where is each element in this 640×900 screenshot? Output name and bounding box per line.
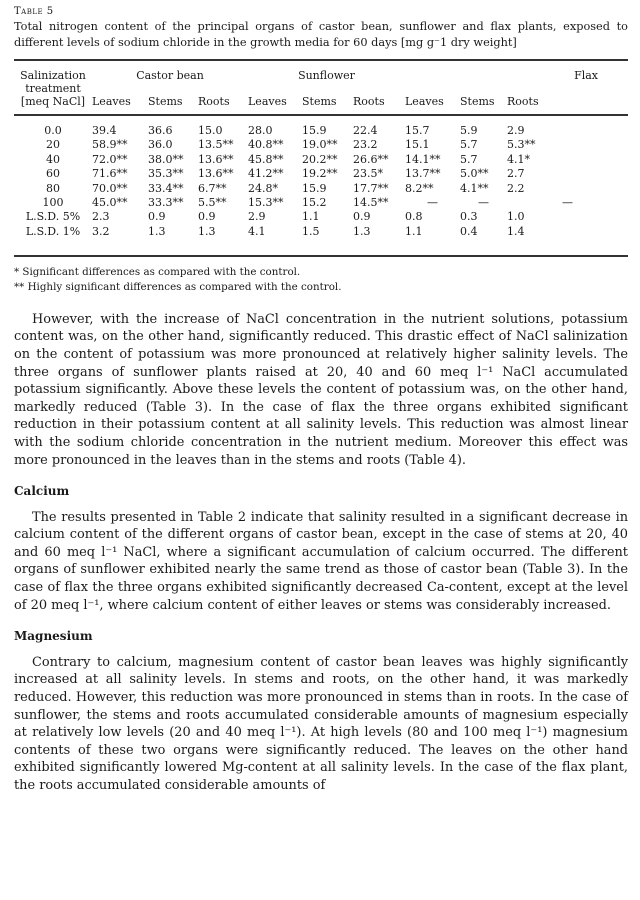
value-cell: 5.7: [460, 152, 478, 166]
value-cell: 5.5**: [198, 196, 227, 210]
group-castor-bean: Castor bean: [136, 69, 204, 82]
value-cell: 1.0: [507, 210, 525, 224]
value-cell: 33.4**: [148, 181, 184, 195]
value-cell: 45.0**: [92, 196, 128, 210]
value-cell: 3.2: [92, 224, 110, 238]
column-header: Roots: [353, 95, 385, 108]
treatment-cell: 0.0: [44, 124, 62, 137]
value-cell: 23.5*: [353, 167, 383, 181]
table-bottom-rule: [14, 255, 628, 257]
value-cell: 1.4: [507, 224, 525, 238]
value-cell: 1.3: [353, 224, 371, 238]
column-header: Roots: [507, 95, 539, 108]
value-cell: 2.2: [507, 181, 525, 195]
value-cell: 45.8**: [248, 152, 284, 166]
value-cell: 0.9: [198, 210, 216, 224]
value-cell: 71.6**: [92, 167, 128, 181]
column-header: Leaves: [92, 95, 131, 108]
value-cell: 22.4: [353, 124, 378, 137]
value-cell: 2.7: [507, 167, 525, 181]
treatment-cell: L.S.D. 1%: [25, 224, 81, 238]
treatment-header-line: treatment: [25, 82, 81, 95]
value-cell: 35.3**: [148, 167, 184, 181]
value-cell: 2.9: [248, 210, 266, 224]
value-cell: 24.8*: [248, 181, 278, 195]
column-header: Stems: [302, 95, 337, 108]
value-cell: 33.3**: [148, 196, 184, 210]
value-cell: 19.2**: [302, 167, 338, 181]
treatment-header-line: Salinization: [20, 69, 86, 82]
paragraph-magnesium: Contrary to calcium, magnesium content of castor bean leaves was highly significantly increased at all salinity levels. In stems and roots, on the other hand, it was markedly reduced. However, this reduction was more pronounced in stems than in roots. In the case of sunflower, the stems and roots accumulated considerable amounts of magnesium especially at relatively low levels (20 and 40 meq l⁻¹). At high levels (80 and 100 meq l⁻¹) magnesium contents of these two organs were significantly reduced. The leaves on the other hand exhibited significantly lowered Mg-content at all salinity levels. In the case of the flax plant, the roots accumulated considerable amounts of: [14, 654, 628, 793]
table-row: [14, 167, 628, 181]
value-cell: 26.6**: [353, 152, 389, 166]
value-cell: 58.9**: [92, 138, 128, 152]
table-row: [14, 124, 628, 138]
value-cell: 13.6**: [198, 152, 234, 166]
value-cell: 39.4: [92, 124, 117, 137]
value-cell: 2.9: [507, 124, 525, 137]
value-cell: 15.7: [405, 124, 430, 137]
value-cell: 23.2: [353, 138, 378, 152]
value-cell: 0.9: [148, 210, 166, 224]
value-cell: 17.7**: [353, 181, 389, 195]
table-row: [14, 225, 628, 239]
value-cell: 15.9: [302, 181, 327, 195]
value-cell: 1.1: [405, 224, 423, 238]
footnote: * Significant differences as compared with the control.: [14, 265, 301, 278]
value-cell: 38.0**: [148, 152, 184, 166]
table-label: Table 5: [14, 6, 54, 17]
column-header: Leaves: [248, 95, 287, 108]
table-row: [14, 182, 628, 196]
body-text: [14, 311, 628, 795]
value-cell: 19.0**: [302, 138, 338, 152]
footnote: ** Highly significant differences as compared with the control.: [14, 280, 342, 293]
value-cell: 0.8: [405, 210, 423, 224]
value-cell: 1.5: [302, 224, 320, 238]
value-cell: 4.1: [248, 224, 266, 238]
table-row: [14, 138, 628, 152]
value-cell: 14.1**: [405, 152, 441, 166]
value-cell: 15.0: [198, 124, 223, 137]
value-cell: 14.5**: [353, 196, 389, 210]
value-cell: 0.4: [460, 224, 478, 238]
value-cell: 28.0: [248, 124, 273, 137]
treatment-cell: 40: [46, 152, 60, 166]
value-cell: 5.3**: [507, 138, 536, 152]
nitrogen-table: [14, 61, 628, 114]
value-cell: 8.2**: [405, 181, 434, 195]
paragraph-potassium: However, with the increase of NaCl concentration in the nutrient solutions, potassium content was, on the other hand, significantly reduced. This drastic effect of NaCl salinization on the content of potassium was more pronounced at relatively higher salinity levels. The three organs of sunflower plants raised at 20, 40 and 60 meq l⁻¹ NaCl accumulated potassium significantly. Above these levels the content of potassium was, on the other hand, markedly reduced (Table 3). In the case of flax the three organs exhibited significant reduction in their potassium content at all salinity levels. This reduction was almost linear with the sodium chloride concentration in the nutrient medium. Moreover this effect was more pronounced in the leaves than in the stems and roots (Table 4).: [14, 311, 628, 468]
value-cell: 4.1*: [507, 152, 530, 166]
table-header-rule: [14, 114, 628, 116]
value-cell: 36.6: [148, 124, 173, 137]
table-footnotes: [14, 265, 628, 295]
value-cell: 13.7**: [405, 167, 441, 181]
column-header: Leaves: [405, 95, 444, 108]
value-cell: 6.7**: [198, 181, 227, 195]
value-cell: —: [427, 196, 438, 210]
value-cell: 72.0**: [92, 152, 128, 166]
treatment-cell: L.S.D. 5%: [25, 210, 81, 224]
value-cell: 15.2: [302, 196, 327, 210]
value-cell: 15.3**: [248, 196, 284, 210]
nitrogen-table-body: [14, 124, 628, 239]
paragraph-calcium: The results presented in Table 2 indicate that salinity resulted in a significant decrease in calcium content of the different organs of castor bean, except in the case of stems at 20, 40 and 60 meq l⁻¹ NaCl, where a significant accumulation of calcium occurred. The different organs of sunflower exhibited nearly the same trend as those of castor bean (Table 3). In the case of flax the three organs exhibited significantly decreased Ca-content, except at the level of 20 meq l⁻¹, where calcium content of either leaves or stems was considerably increased.: [14, 509, 628, 613]
group-flax: Flax: [574, 69, 598, 82]
value-cell: 1.1: [302, 210, 320, 224]
value-cell: 15.1: [405, 138, 430, 152]
value-cell: 13.6**: [198, 167, 234, 181]
group-sunflower: Sunflower: [298, 69, 355, 82]
table-row: [14, 153, 628, 167]
value-cell: 4.1**: [460, 181, 489, 195]
value-cell: 41.2**: [248, 167, 284, 181]
treatment-cell: 100: [42, 196, 64, 210]
treatment-cell: 20: [46, 138, 60, 152]
value-cell: 5.0**: [460, 167, 489, 181]
value-cell: 5.7: [460, 138, 478, 152]
treatment-cell: 60: [46, 167, 60, 181]
value-cell: 2.3: [92, 210, 110, 224]
table-row: [14, 196, 628, 210]
section-heading-magnesium: Magnesium: [14, 629, 93, 644]
value-cell: 36.0: [148, 138, 173, 152]
value-cell: 1.3: [198, 224, 216, 238]
value-cell: 20.2**: [302, 152, 338, 166]
paper-page: [14, 4, 628, 795]
value-cell: 15.9: [302, 124, 327, 137]
section-heading-calcium: Calcium: [14, 484, 70, 499]
table-caption: Total nitrogen content of the principal organs of castor bean, sunflower and flax plants, exposed to different levels of sodium chloride in the growth media for 60 days [mg g⁻1 dry weight]: [14, 20, 628, 49]
value-cell: —: [562, 196, 573, 210]
treatment-cell: 80: [46, 181, 60, 195]
column-header: Roots: [198, 95, 230, 108]
value-cell: 0.3: [460, 210, 478, 224]
value-cell: 0.9: [353, 210, 371, 224]
value-cell: 5.9: [460, 124, 478, 137]
value-cell: 1.3: [148, 224, 166, 238]
column-header: Stems: [148, 95, 183, 108]
value-cell: 70.0**: [92, 181, 128, 195]
value-cell: 13.5**: [198, 138, 234, 152]
treatment-header-line: [meq NaCl]: [20, 95, 86, 108]
column-header: Stems: [460, 95, 495, 108]
value-cell: 40.8**: [248, 138, 284, 152]
table-row: [14, 210, 628, 224]
value-cell: —: [478, 196, 489, 210]
